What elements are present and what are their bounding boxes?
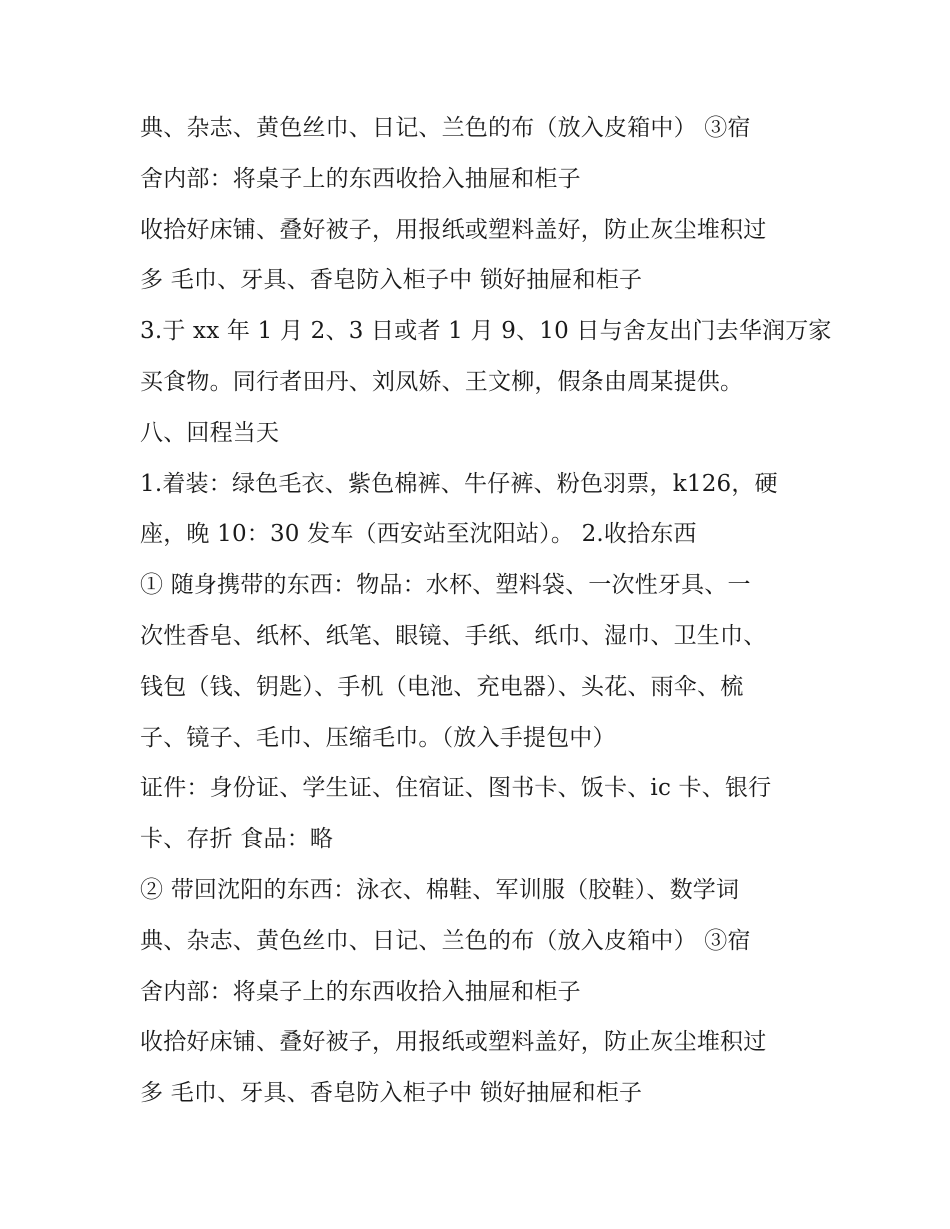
- text-line: 多 毛巾、牙具、香皂防入柜子中 锁好抽屉和柜子: [140, 1080, 643, 1107]
- text-line: 收拾好床铺、叠好被子，用报纸或塑料盖好，防止灰尘堆积过: [140, 216, 767, 243]
- section-heading: 八、回程当天: [140, 419, 280, 446]
- text-line: 典、杂志、黄色丝巾、日记、兰色的布（放入皮箱中） ③宿: [140, 115, 751, 141]
- text-line: 1.着装：绿色毛衣、紫色棉裤、牛仔裤、粉色羽票，k126，硬: [140, 470, 778, 497]
- text-line: 钱包（钱、钥匙）、手机（电池、充电器）、头花、雨伞、梳: [140, 673, 744, 700]
- text-line: 次性香皂、纸杯、纸笔、眼镜、手纸、纸巾、湿巾、卫生巾、: [140, 622, 767, 649]
- text-line: 多 毛巾、牙具、香皂防入柜子中 锁好抽屉和柜子: [140, 267, 643, 294]
- text-line: 卡、存折 食品：略: [140, 826, 334, 853]
- text-line: 舍内部：将桌子上的东西收拾入抽屉和柜子: [140, 165, 581, 192]
- text-line: 证件：身份证、学生证、住宿证、图书卡、饭卡、ic 卡、银行: [140, 775, 772, 802]
- text-line: 子、镜子、毛巾、压缩毛巾。（放入手提包中）: [140, 724, 616, 751]
- text-line: 座，晚 10：30 发车（西安站至沈阳站）。 2.收拾东西: [140, 521, 697, 548]
- text-line: 舍内部：将桌子上的东西收拾入抽屉和柜子: [140, 978, 581, 1005]
- text-line: ① 随身携带的东西：物品：水杯、塑料袋、一次性牙具、一: [140, 572, 751, 599]
- text-line: 3.于 xx 年 1 月 2、3 日或者 1 月 9、10 日与舍友出门去华润万家: [140, 318, 832, 345]
- text-line: 典、杂志、黄色丝巾、日记、兰色的布（放入皮箱中） ③宿: [140, 927, 751, 954]
- text-line: 买食物。同行者田丹、刘凤娇、王文柳，假条由周某提供。: [140, 368, 744, 395]
- document-body: [140, 103, 830, 1119]
- text-line: ② 带回沈阳的东西：泳衣、棉鞋、军训服（胶鞋）、数学词: [140, 876, 740, 903]
- text-line: 收拾好床铺、叠好被子，用报纸或塑料盖好，防止灰尘堆积过: [140, 1029, 767, 1056]
